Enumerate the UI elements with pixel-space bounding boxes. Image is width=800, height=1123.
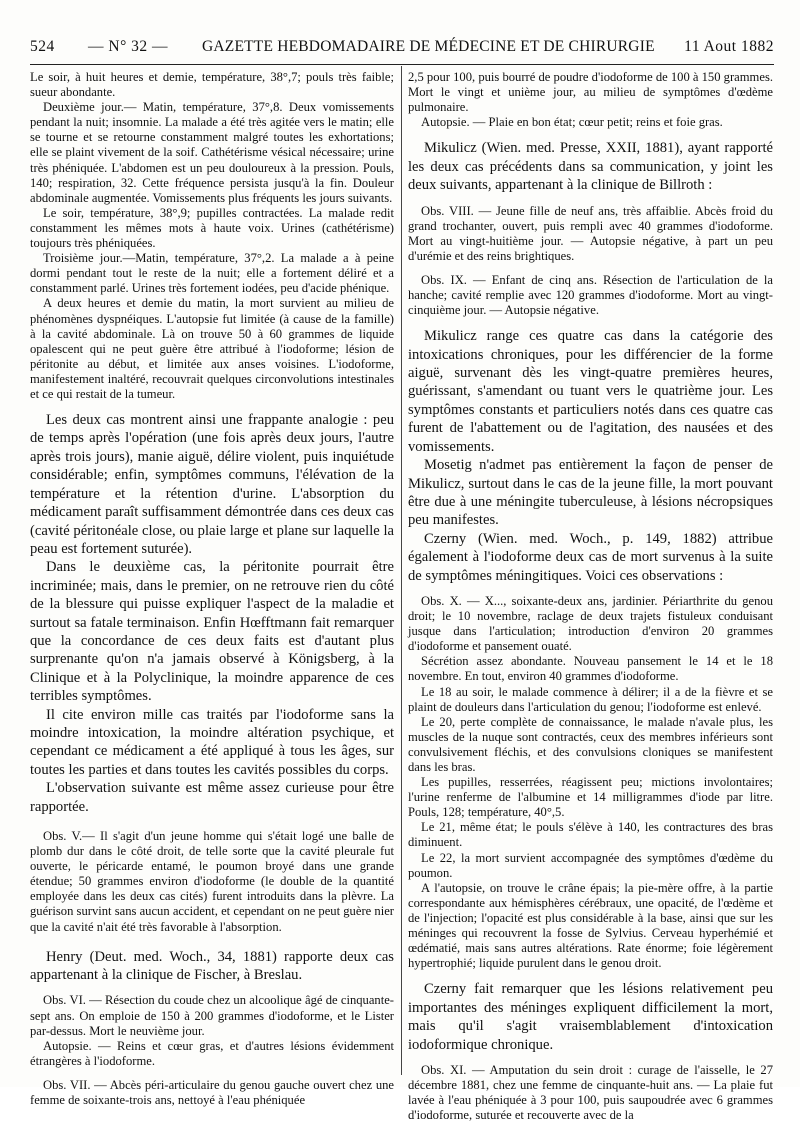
paragraph: Le 21, même état; le pouls s'élève à 140, les contractures des bras diminuent. bbox=[408, 820, 773, 850]
paragraph: Sécrétion assez abondante. Nouveau pansement le 14 et le 18 novembre. En tout, environ 40 grammes d'iodoforme. bbox=[408, 654, 773, 684]
observation-paragraph: Obs. VI. — Résection du coude chez un alcoolique âgé de cinquante-sept ans. On emploie de 150 à 200 grammes d'iodoforme, et le Lister par-dessus. Mort le neuvième jour. bbox=[30, 993, 394, 1038]
observation-paragraph: Obs. IX. — Enfant de cinq ans. Résection de l'articulation de la hanche; cavité remplie avec 120 grammes d'iodoforme. Mort au vingt-cinquième jour. — Autopsie négative. bbox=[408, 272, 773, 318]
paragraph: Mikulicz range ces quatre cas dans la catégorie des intoxications chroniques, pour les différencier de la forme aiguë, survenant dès les vingt-quatre premières heures, guérissant, s'amendant ou tuant vers le quatrième jour. Les symptômes constants et particuliers notés dans ces quatre cas furent de l'abattement ou de l'agitation, des nausées et des vomissements. bbox=[408, 328, 773, 455]
paragraph: Czerny (Wien. med. Woch., p. 149, 1882) attribue également à l'iodoforme deux cas de mort survenus à la suite de symptômes méningitiques. Voici ces observations : bbox=[408, 530, 773, 584]
right-column bbox=[408, 70, 773, 1123]
issue-number: — N° 32 — bbox=[88, 38, 169, 55]
running-header bbox=[30, 38, 774, 64]
paragraph: Le 20, perte complète de connaissance, le malade n'avale plus, les muscles de la nuque sont contractés, ceux des membres inférieurs sont convulsivement fléchis, et des convulsions cloniques se manifestent dans les bras. bbox=[408, 714, 773, 774]
observation-paragraph: Obs. VIII. — Jeune fille de neuf ans, très affaiblie. Abcès froid du grand trochanter, ouvert, puis rempli avec 40 grammes d'iodoforme. Mort au vingt-huitième jour. — Autopsie négative, à part un peu d'urémie et des reins brightiques. bbox=[408, 203, 773, 263]
paragraph: L'observation suivante est même assez curieuse pour être rapportée. bbox=[30, 780, 394, 815]
paragraph: Les deux cas montrent ainsi une frappante analogie : peu de temps après l'opération (une fois après deux jours, l'autre après trois jours), manie aiguë, délire violent, puis inquiétude considérable; enfin, symptômes communs, l'élévation de la température et la rétention d'urine. L'absorption du médicament paraît suffisamment démontrée dans ces deux cas (cavité péritonéale close, ou plaie large et plane sur laquelle la peau est fortement suturée). bbox=[30, 412, 394, 557]
paragraph: Czerny fait remarquer que les lésions relativement peu importantes des méninges expliquent difficilement la mort, mais qu'il s'agit vraisemblablement d'intoxication iodoformique chronique. bbox=[408, 981, 773, 1053]
paragraph: Mikulicz (Wien. med. Presse, XXII, 1881), ayant rapporté les deux cas précédents dans sa communication, y joint les deux suivants, appartenant à la clinique de Billroth : bbox=[408, 140, 773, 194]
paragraph: Deuxième jour.— Matin, température, 37°,8. Deux vomissements pendant la nuit; insomnie. La malade a été très agitée vers le matin; elle se tourne et se retourne constamment malgré toutes les exhortations; elle se plaint vivement de la soif. Cathétérisme vésical nécessaire; urine très phéniquée. L'abdomen est un peu douloureux à la pression. Pouls, 140; respiration, 32. Cette fréquence persista jusqu'à la fin. Douleur abdominale augmentée. Vomissements plus fréquents les jours suivants. bbox=[30, 100, 394, 205]
page-number: 524 bbox=[30, 38, 55, 55]
paragraph: Les pupilles, resserrées, réagissent peu; mictions involontaires; l'urine renferme de l'albumine et 14 milligrammes d'iode par litre. Pouls, 128; température, 40°,5. bbox=[408, 775, 773, 820]
observation-paragraph: Obs. VII. — Abcès péri-articulaire du genou gauche ouvert chez une femme de soixante-trois ans, nettoyé à l'eau phéniquée bbox=[30, 1077, 394, 1108]
paragraph: Il cite environ mille cas traités par l'iodoforme sans la moindre intoxication, la moindre altération psychique, et cependant ce médicament a été appliqué à tous les âges, sur toutes les parties et dans toutes les cavités possibles du corps. bbox=[30, 706, 394, 778]
observation-paragraph: Obs. V.— Il s'agit d'un jeune homme qui s'était logé une balle de plomb dur dans le côté droit, de telle sorte que la cavité pleurale fut ouverte, le péricarde entamé, le poumon broyé dans une grande étendue; 50 grammes environ d'iodoforme (le double de la quantité employée dans les deux cas cités) furent introduits dans la plèvre. La guérison survint sans aucun accident, et cependant on ne peut guère nier que la cavité n'ait été très favorable à l'absorption. bbox=[30, 829, 394, 934]
paragraph: Dans le deuxième cas, la péritonite pourrait être incriminée; mais, dans le premier, on ne retrouve rien du côté de la blessure qui puisse expliquer l'aspect de la maladie et surtout sa fatale terminaison. Enfin Hœfftmann fait remarquer que la concordance de ces deux faits est d'autant plus surprenante qu'on n'a jamais observé à Königsberg, à la Clinique et à la Polyclinique, la moindre apparence de ces terribles symptômes. bbox=[30, 559, 394, 705]
column-divider bbox=[401, 66, 402, 1075]
paragraph: 2,5 pour 100, puis bourré de poudre d'iodoforme de 100 à 150 grammes. Mort le vingt et unième jour, au milieu de symptômes d'œdème pulmonaire. bbox=[408, 70, 773, 115]
paragraph: Le soir, température, 38°,9; pupilles contractées. La malade redit constamment les mêmes mots à haute voix. Urines (cathétérisme) toujours très phéniquées. bbox=[30, 205, 394, 251]
issue-date: 11 Aout 1882 bbox=[684, 38, 774, 55]
paragraph: A l'autopsie, on trouve le crâne épais; la pie-mère offre, à la partie correspondante aux hémisphères cérébraux, une opacité, de l'œdème et de l'injection; l'opacité est plus considérable à la base, ainsi que sur les méninges qui recouvrent la fosse de Sylvius. Cerveau hyperhémié et œdématié, mais sans autres altérations. Rate énorme; foie légèrement hypertrophié; liquide purulent dans le genou droit. bbox=[408, 880, 773, 971]
paragraph: Mosetig n'admet pas entièrement la façon de penser de Mikulicz, surtout dans le cas de la jeune fille, la mort pouvant être due à une méningite tuberculeuse, à lésions nécropsiques peu manifestes. bbox=[408, 457, 773, 529]
observation-paragraph: Obs. XI. — Amputation du sein droit : curage de l'aisselle, le 27 décembre 1881, chez une femme de cinquante-huit ans. — La plaie fut lavée à l'eau phéniquée à 3 pour 100, puis saupoudrée avec 6 grammes d'iodoforme, suturée et recouverte avec de la bbox=[408, 1062, 773, 1123]
journal-title: GAZETTE HEBDOMADAIRE DE MÉDECINE ET DE CHIRURGIE bbox=[202, 38, 655, 55]
paragraph: Le 22, la mort survient accompagnée des symptômes d'œdème du poumon. bbox=[408, 850, 773, 880]
left-column bbox=[30, 70, 394, 1108]
paragraph: Autopsie. — Plaie en bon état; cœur petit; reins et foie gras. bbox=[421, 115, 723, 130]
paragraph: Henry (Deut. med. Woch., 34, 1881) rapporte deux cas appartenant à la clinique de Fischer, à Breslau. bbox=[30, 948, 394, 984]
paragraph: Autopsie. — Reins et cœur gras, et d'autres lésions évidemment étrangères à l'iodoforme. bbox=[30, 1038, 394, 1068]
header-rule bbox=[30, 64, 774, 65]
observation-paragraph: Obs. X. — X..., soixante-deux ans, jardinier. Périarthrite du genou droit; le 10 novembre, raclage de deux trajets fistuleux conduisant jusque dans l'articulation; introduction d'environ 20 grammes d'iodoforme et pansement ouaté. bbox=[408, 593, 773, 654]
paragraph: Le soir, à huit heures et demie, température, 38°,7; pouls très faible; sueur abondante. bbox=[30, 70, 394, 100]
paragraph: A deux heures et demie du matin, la mort survient au milieu de phénomènes dyspnéiques. L'autopsie fut limitée (à cause de la famille) à la cavité abdominale. Là on trouve 50 à 60 grammes de liquide opalescent qui ne peut guère être attribué à l'iodoforme; lésion de péritonite au début, et limitée aux anses voisines. L'iodoforme, manifestement inaltéré, recouvrait quelques circonvolutions intestinales et ce qui restait de la tumeur. bbox=[30, 296, 394, 401]
paragraph: Le 18 au soir, le malade commence à délirer; il a de la fièvre et se plaint de douleurs dans l'articulation du genou; l'iodoforme est enlevé. bbox=[408, 684, 773, 714]
paragraph: Troisième jour.—Matin, température, 37°,2. La malade a à peine dormi pendant tout le reste de la nuit; elle a fortement déliré et a constamment parlé. Urines très fortement iodées, peu d'acide phénique. bbox=[30, 251, 394, 296]
